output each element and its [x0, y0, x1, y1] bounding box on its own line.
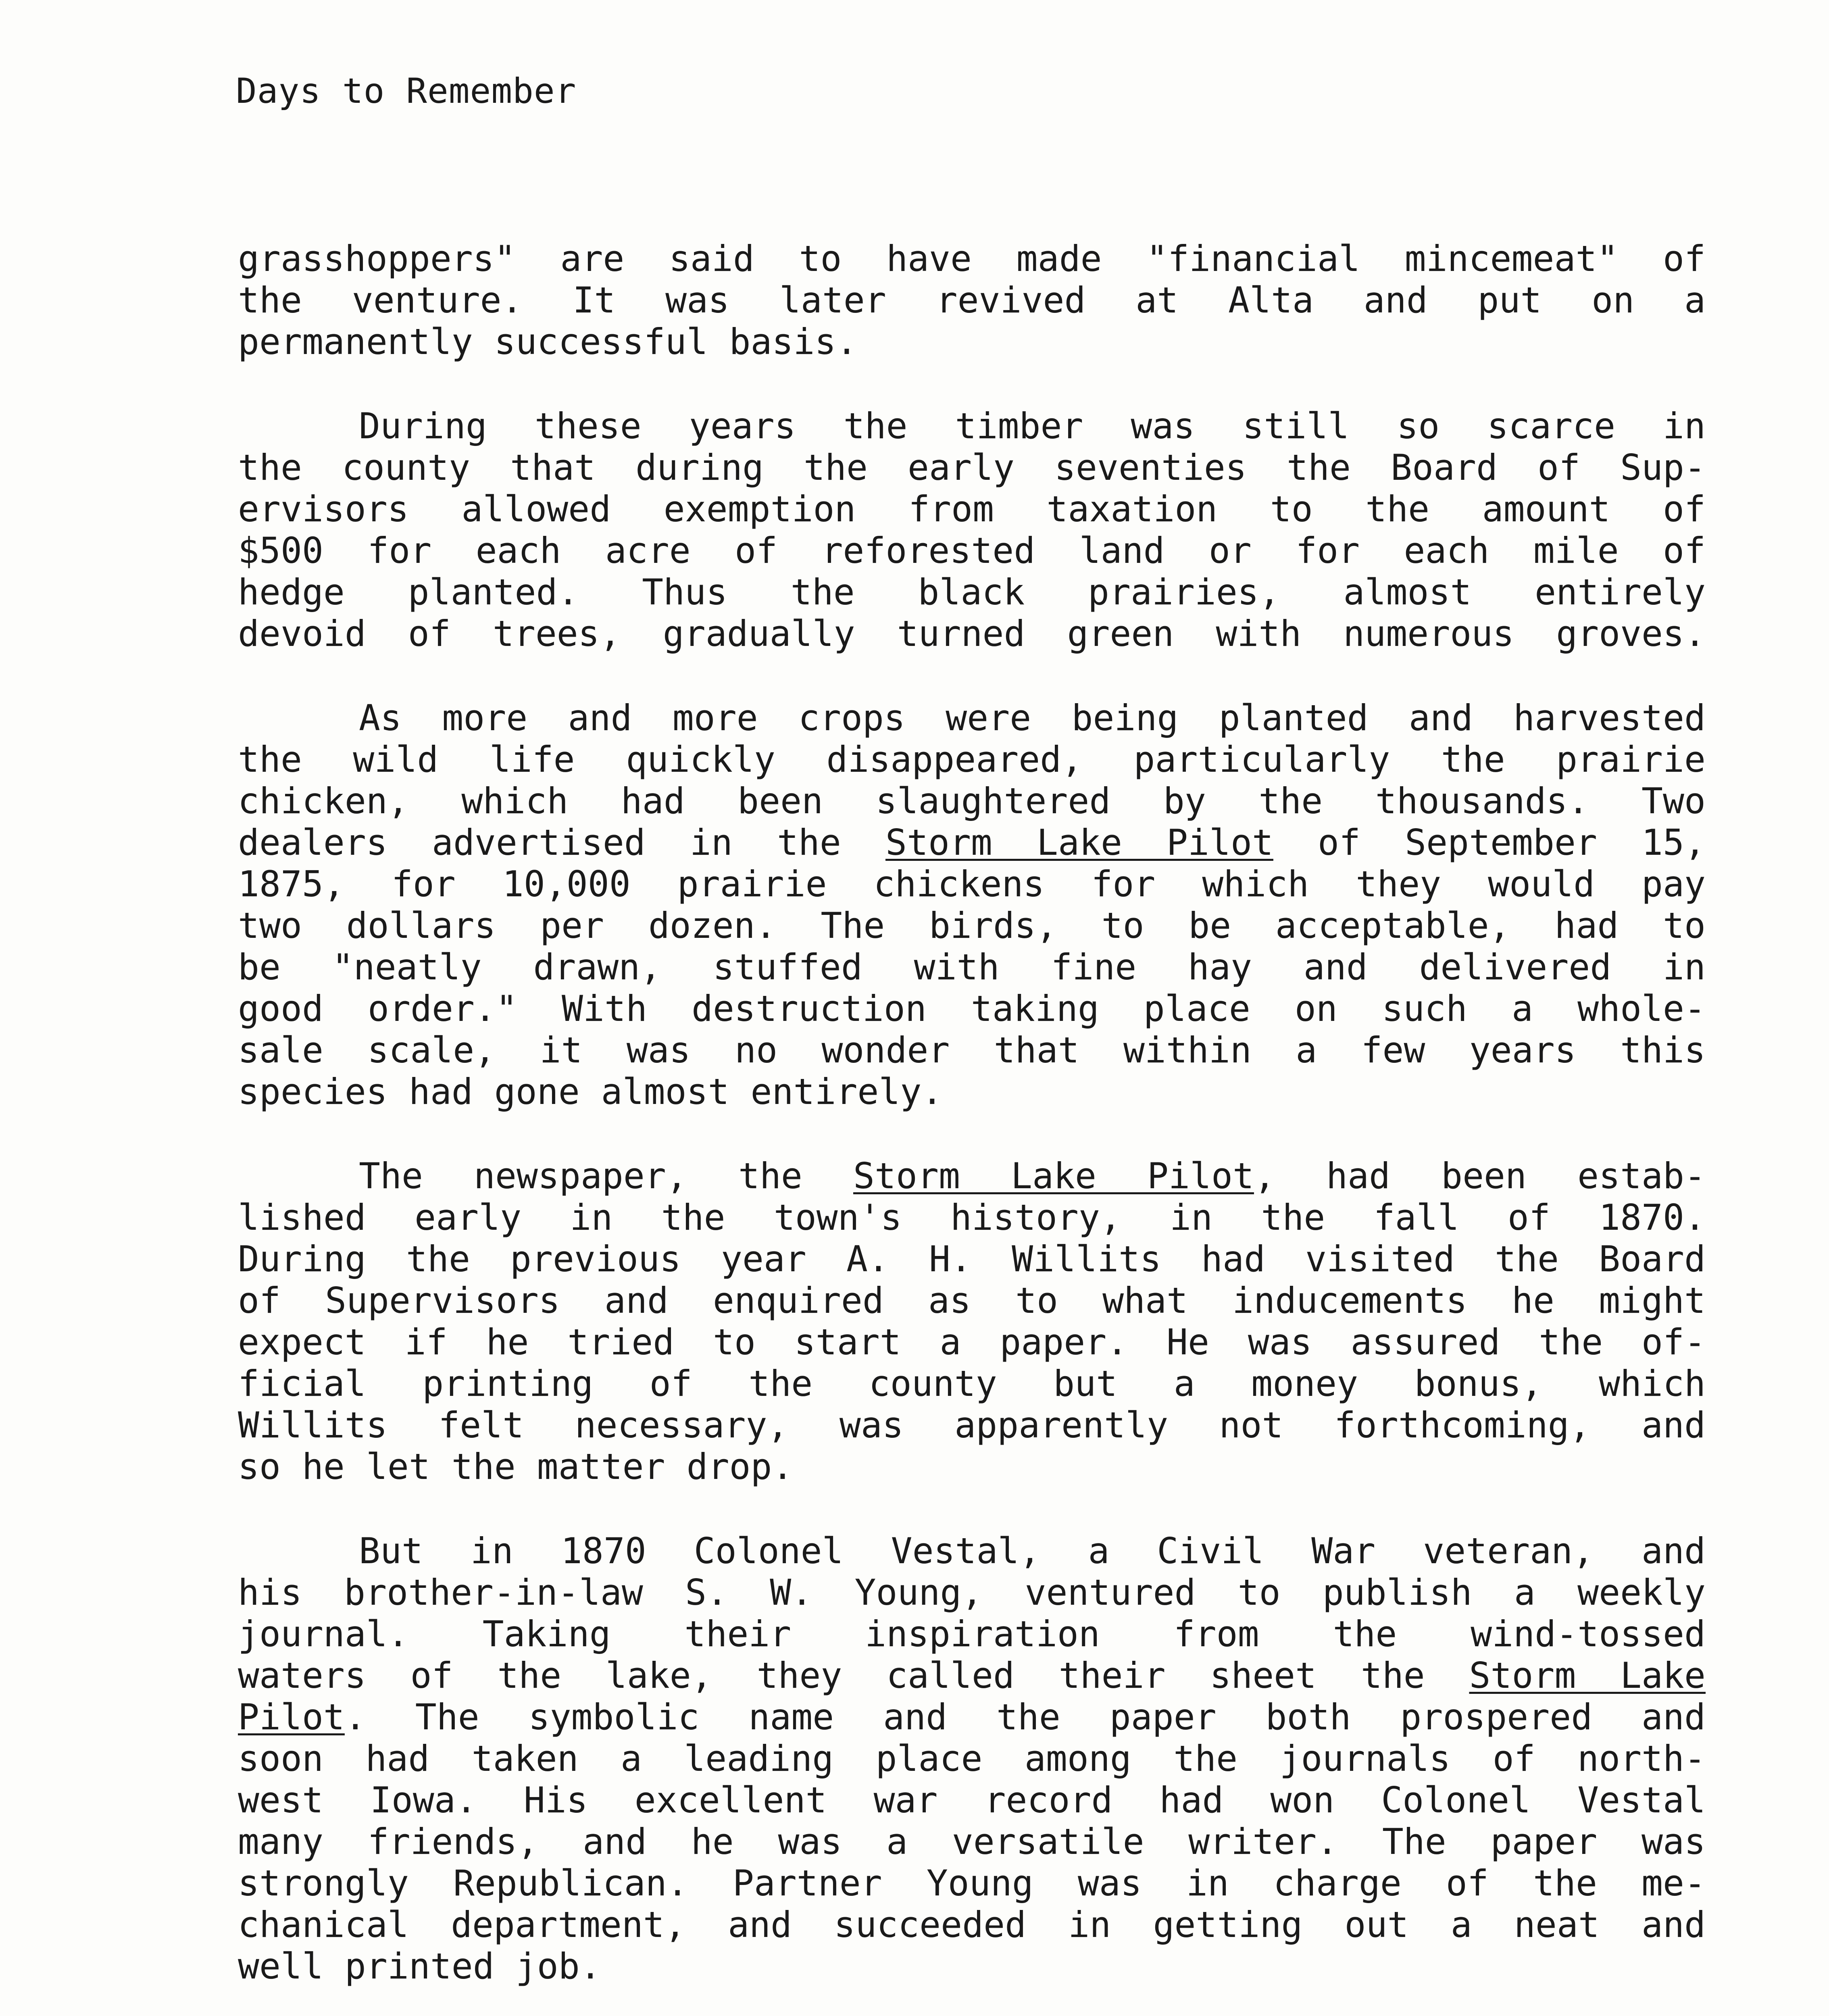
text-run: waters of the lake, they called their sheet the: [238, 1655, 1469, 1696]
text-line: ervisors allowed exemption from taxation to the amount of: [238, 488, 1706, 530]
text-line: As more and more crops were being planted and harvested: [359, 697, 1706, 739]
text-line-with-title: [238, 1696, 1706, 1738]
text-line: of Supervisors and enquired as to what inducements he might: [238, 1280, 1706, 1321]
paragraph-1: [238, 238, 1706, 362]
text-line: west Iowa. His excellent war record had won Colonel Vestal: [238, 1779, 1706, 1821]
text-line: During these years the timber was still so scarce in: [359, 405, 1706, 447]
text-line: sale scale, it was no wonder that within a few years this: [238, 1029, 1706, 1071]
text-line: ficial printing of the county but a money bonus, which: [238, 1363, 1706, 1404]
text-line: expect if he tried to start a paper. He was assured the of-: [238, 1321, 1706, 1363]
text-line: species had gone almost entirely.: [238, 1071, 943, 1112]
text-line-with-title: [238, 1655, 1706, 1696]
text-run: The newspaper, the: [359, 1155, 854, 1197]
text-line: many friends, and he was a versatile writer. The paper was: [238, 1821, 1706, 1862]
text-line: devoid of trees, gradually turned green with numerous groves.: [238, 613, 1706, 654]
text-run: dealers advertised in the: [238, 822, 885, 863]
text-line: chanical department, and succeeded in getting out a neat and: [238, 1904, 1706, 1945]
text-line: 1875, for 10,000 prairie chickens for which they would pay: [238, 863, 1706, 905]
text-line: the wild life quickly disappeared, particularly the prairie: [238, 739, 1706, 780]
text-line: be "neatly drawn, stuffed with fine hay and delivered in: [238, 946, 1706, 988]
text-line: But in 1870 Colonel Vestal, a Civil War veteran, and: [359, 1530, 1706, 1572]
text-line: permanently successful basis.: [238, 321, 858, 362]
text-line: chicken, which had been slaughtered by the thousands. Two: [238, 780, 1706, 822]
text-line: his brother-in-law S. W. Young, ventured to publish a weekly: [238, 1572, 1706, 1613]
text-run: . The symbolic name and the paper both prospered and: [344, 1696, 1706, 1738]
text-run: of September 15,: [1273, 822, 1706, 863]
text-line: lished early in the town's history, in the fall of 1870.: [238, 1197, 1706, 1238]
text-line-with-title: [238, 822, 1706, 863]
body-text: [238, 238, 1706, 2016]
paragraph-4: [238, 1155, 1706, 1487]
text-line: During the previous year A. H. Willits had visited the Board: [238, 1238, 1706, 1280]
text-line: strongly Republican. Partner Young was in charge of the me-: [238, 1862, 1706, 1904]
newspaper-title: Storm Lake: [1469, 1655, 1706, 1696]
text-line: journal. Taking their inspiration from the wind-tossed: [238, 1613, 1706, 1655]
paragraph-3: [238, 697, 1706, 1112]
text-line: so he let the matter drop.: [238, 1446, 794, 1487]
newspaper-title: Storm Lake Pilot: [853, 1155, 1254, 1197]
text-line-with-title: [238, 1155, 1706, 1197]
running-head-title: Days to Remember: [236, 71, 577, 111]
text-line: $500 for each acre of reforested land or for each mile of: [238, 530, 1706, 571]
text-line: two dollars per dozen. The birds, to be acceptable, had to: [238, 905, 1706, 946]
text-line: well printed job.: [238, 1945, 601, 1987]
paragraph-5: [238, 1530, 1706, 1987]
text-run: , had been estab-: [1254, 1155, 1706, 1197]
newspaper-title: Pilot: [238, 1696, 345, 1738]
text-line: the county that during the early seventies the Board of Sup-: [238, 447, 1706, 488]
text-line: the venture. It was later revived at Alta and put on a: [238, 279, 1706, 321]
text-line: soon had taken a leading place among the journals of north-: [238, 1738, 1706, 1779]
text-line: good order." With destruction taking place on such a whole-: [238, 988, 1706, 1029]
text-line: hedge planted. Thus the black prairies, almost entirely: [238, 571, 1706, 613]
paragraph-2: [238, 405, 1706, 654]
newspaper-title: Storm Lake Pilot: [885, 822, 1273, 863]
text-line: Willits felt necessary, was apparently not forthcoming, and: [238, 1404, 1706, 1446]
text-line: grasshoppers" are said to have made "financial mincemeat" of: [238, 238, 1706, 279]
